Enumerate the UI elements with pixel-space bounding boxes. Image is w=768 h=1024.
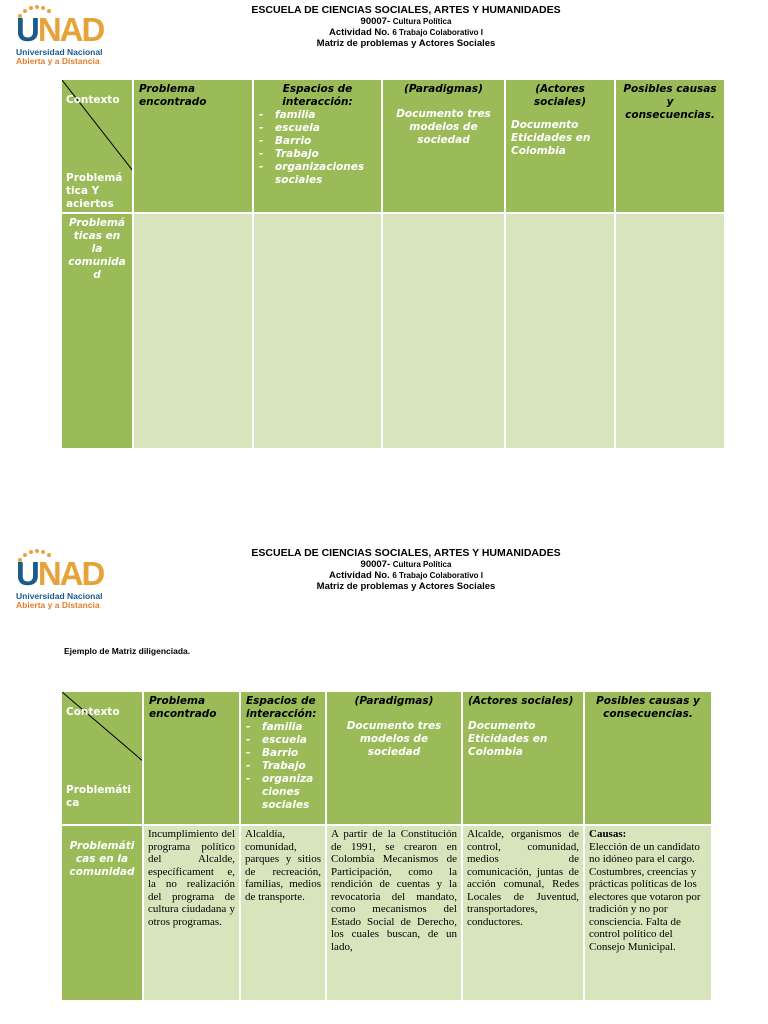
unad-logo <box>14 4 104 66</box>
problematic-label: Problemáti ca <box>66 784 131 809</box>
spaces-item: - Barrio <box>259 135 376 148</box>
logo-line1: Universidad Nacional <box>16 47 103 57</box>
blank-cell <box>505 213 615 449</box>
paradigms-cell: A partir de la Constitución de 1991, se crearon en Colombia Mecanismos de Participación, como la rendición de cuentas y la revocatoria del mandato, como mecanismos del Estado Social de Derecho, los cuales buscan, de un lado, <box>326 825 462 1001</box>
context-cell <box>61 79 133 213</box>
col-causes-header: Posibles causas y consecuencias. <box>615 79 725 213</box>
logo-wordmark: UNAD <box>16 555 104 592</box>
spaces-cell: Alcaldía, comunidad, parques y sitios de recreación, familias, medios de transporte. <box>240 825 326 1001</box>
actors-subtitle: Documento Eticidades en Colombia <box>468 720 548 758</box>
matrix-body-row <box>61 213 725 449</box>
spaces-title: Espacios de interacción: <box>246 695 317 720</box>
col-paradigms-header <box>382 79 505 213</box>
paradigms-title: (Paradigmas) <box>404 83 483 95</box>
col-spaces-header <box>240 691 326 825</box>
context-label: Contexto <box>66 94 120 106</box>
col-actors-header <box>505 79 615 213</box>
example-label: Ejemplo de Matriz diligenciada. <box>64 646 191 656</box>
spaces-title: Espacios de interacción: <box>282 83 353 108</box>
blank-cell <box>133 213 253 449</box>
logo-line1: Universidad Nacional <box>16 591 103 601</box>
spaces-item: - familia <box>246 721 320 734</box>
context-cell <box>61 691 143 825</box>
causes-cell <box>584 825 712 1001</box>
spaces-item: - escuela <box>259 122 376 135</box>
document-header <box>200 5 612 49</box>
actors-title: (Actores sociales) <box>533 83 587 108</box>
logo-wordmark: UNAD <box>16 11 104 48</box>
blank-cell <box>253 213 382 449</box>
problematic-label: Problemá tica Y aciertos <box>66 172 123 210</box>
actors-subtitle: Documento Eticidades en Colombia <box>511 119 591 157</box>
spaces-item: - Trabajo <box>259 148 376 161</box>
actors-cell: Alcalde, organismos de control, comunidad, medios de comunicación, juntas de acción comunal, Redes Locales de Juventud, transportadores, conductores. <box>462 825 584 1001</box>
paradigms-title: (Paradigmas) <box>354 695 434 707</box>
spaces-item: - Barrio <box>246 747 320 760</box>
document-header <box>200 548 612 592</box>
problem-cell: Incumplimiento del programa político del Alcalde, específicament e, la no realización del programa de cultura ciudadana y otros programas. <box>143 825 240 1001</box>
spaces-item: - organiza ciones sociales <box>246 773 320 812</box>
unad-logo <box>14 548 104 610</box>
matrix-body-row <box>61 825 712 1001</box>
col-actors-header <box>462 691 584 825</box>
matrix-header-row <box>61 79 725 213</box>
course-code: 90007- Cultura Política <box>360 16 452 27</box>
course-code: 90007- Cultura Política <box>360 559 452 570</box>
blank-cell <box>382 213 505 449</box>
activity-line: Actividad No. 6 Trabajo Colaborativo I <box>328 27 484 38</box>
activity-line: Actividad No. 6 Trabajo Colaborativo I <box>328 570 484 581</box>
spaces-item: - Trabajo <box>246 760 320 773</box>
context-label: Contexto <box>66 706 120 718</box>
paradigms-subtitle: Documento tres modelos de sociedad <box>346 720 442 758</box>
school-name: ESCUELA DE CIENCIAS SOCIALES, ARTES Y HUMANIDADES <box>251 547 561 559</box>
actors-title: (Actores sociales) <box>468 695 574 707</box>
causes-text: Elección de un candidato no idóneo para el cargo. Costumbres, creencias y prácticas políticas de los electores que votaron por tradición y no por consciencia. Falta de control político del Consejo Municipal. <box>589 840 701 953</box>
blank-matrix-table <box>60 78 726 450</box>
row-label-cell: Problemá ticas en la comunida d <box>61 213 133 449</box>
school-name: ESCUELA DE CIENCIAS SOCIALES, ARTES Y HUMANIDADES <box>251 4 561 16</box>
spaces-item: - familia <box>259 109 376 122</box>
paradigms-subtitle: Documento tres modelos de sociedad <box>396 108 491 146</box>
col-problem-header: Problema encontrado <box>133 79 253 213</box>
spaces-item: - escuela <box>246 734 320 747</box>
document-title: Matriz de problemas y Actores Sociales <box>316 581 496 592</box>
row-label-cell: Problemáti cas en la comunidad <box>61 825 143 1001</box>
col-causes-header: Posibles causas y consecuencias. <box>584 691 712 825</box>
document-title: Matriz de problemas y Actores Sociales <box>316 38 496 49</box>
spaces-list <box>259 109 376 187</box>
matrix-header-row <box>61 691 712 825</box>
filled-matrix-table <box>60 690 713 1002</box>
spaces-item: - organizaciones sociales <box>259 161 376 187</box>
causes-label: Causas: <box>589 828 627 840</box>
col-problem-header: Problema encontrado <box>143 691 240 825</box>
logo-line2: Abierta y a Distancia <box>16 56 100 66</box>
col-spaces-header <box>253 79 382 213</box>
col-paradigms-header <box>326 691 462 825</box>
spaces-list <box>246 721 320 812</box>
blank-cell <box>615 213 725 449</box>
logo-line2: Abierta y a Distancia <box>16 600 100 610</box>
